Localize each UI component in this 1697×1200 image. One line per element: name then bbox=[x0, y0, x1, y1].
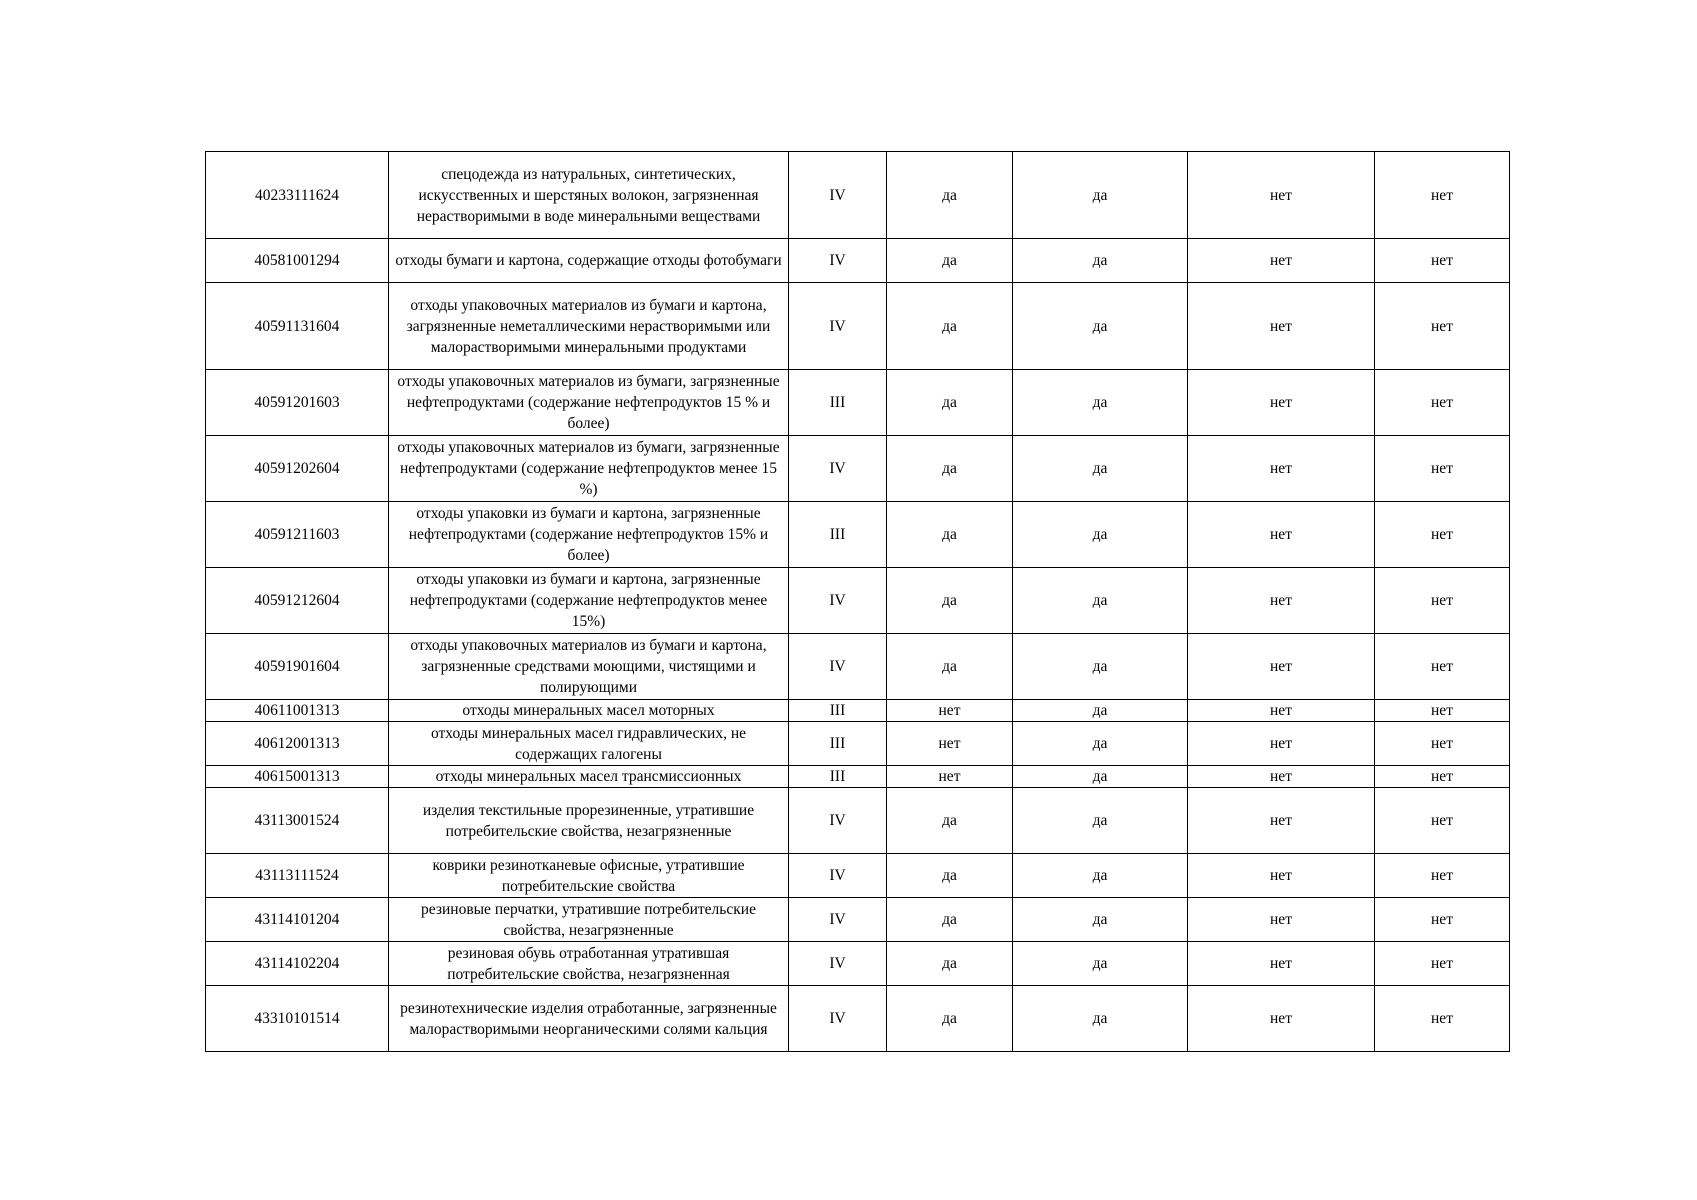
flag-cell-7: нет bbox=[1375, 283, 1510, 370]
flag-cell-5: да bbox=[1013, 898, 1188, 942]
flag-cell-6: нет bbox=[1188, 700, 1375, 722]
flag-cell-6: нет bbox=[1188, 283, 1375, 370]
flag-cell-7: нет bbox=[1375, 568, 1510, 634]
table-row bbox=[206, 436, 1510, 502]
waste-name-cell: резинотехнические изделия отработанные, загрязненные малорастворимыми неорганическими солями кальция bbox=[389, 986, 789, 1052]
table-row bbox=[206, 634, 1510, 700]
waste-name-cell: отходы минеральных масел гидравлических, не содержащих галогены bbox=[389, 722, 789, 766]
waste-name-cell: отходы упаковочных материалов из бумаги, загрязненные нефтепродуктами (содержание нефтепродуктов 15 % и более) bbox=[389, 370, 789, 436]
waste-code-cell: 40591202604 bbox=[206, 436, 389, 502]
flag-cell-4: да bbox=[887, 370, 1013, 436]
table-row bbox=[206, 152, 1510, 239]
waste-code-cell: 40591211603 bbox=[206, 502, 389, 568]
waste-code-cell: 40581001294 bbox=[206, 239, 389, 283]
table-row bbox=[206, 942, 1510, 986]
flag-cell-7: нет bbox=[1375, 502, 1510, 568]
waste-name-cell: резиновые перчатки, утратившие потребительские свойства, незагрязненные bbox=[389, 898, 789, 942]
table-row bbox=[206, 700, 1510, 722]
flag-cell-5: да bbox=[1013, 152, 1188, 239]
flag-cell-5: да bbox=[1013, 986, 1188, 1052]
hazard-class-cell: III bbox=[789, 766, 887, 788]
waste-name-cell: отходы минеральных масел трансмиссионных bbox=[389, 766, 789, 788]
flag-cell-6: нет bbox=[1188, 436, 1375, 502]
waste-code-cell: 43114101204 bbox=[206, 898, 389, 942]
flag-cell-7: нет bbox=[1375, 700, 1510, 722]
waste-code-cell: 40591901604 bbox=[206, 634, 389, 700]
waste-name-cell: отходы упаковочных материалов из бумаги и картона, загрязненные средствами моющими, чистящими и полирующими bbox=[389, 634, 789, 700]
flag-cell-5: да bbox=[1013, 700, 1188, 722]
table-row bbox=[206, 568, 1510, 634]
flag-cell-6: нет bbox=[1188, 152, 1375, 239]
waste-table bbox=[205, 151, 1510, 1052]
hazard-class-cell: IV bbox=[789, 986, 887, 1052]
hazard-class-cell: IV bbox=[789, 634, 887, 700]
hazard-class-cell: III bbox=[789, 722, 887, 766]
hazard-class-cell: IV bbox=[789, 568, 887, 634]
waste-code-cell: 40591212604 bbox=[206, 568, 389, 634]
flag-cell-5: да bbox=[1013, 942, 1188, 986]
flag-cell-4: да bbox=[887, 283, 1013, 370]
waste-code-cell: 43113001524 bbox=[206, 788, 389, 854]
waste-name-cell: резиновая обувь отработанная утратившая потребительские свойства, незагрязненная bbox=[389, 942, 789, 986]
flag-cell-5: да bbox=[1013, 370, 1188, 436]
flag-cell-7: нет bbox=[1375, 239, 1510, 283]
flag-cell-4: да bbox=[887, 986, 1013, 1052]
flag-cell-7: нет bbox=[1375, 370, 1510, 436]
flag-cell-5: да bbox=[1013, 766, 1188, 788]
hazard-class-cell: IV bbox=[789, 788, 887, 854]
flag-cell-4: нет bbox=[887, 766, 1013, 788]
flag-cell-7: нет bbox=[1375, 942, 1510, 986]
table-row bbox=[206, 370, 1510, 436]
waste-name-cell: коврики резинотканевые офисные, утратившие потребительские свойства bbox=[389, 854, 789, 898]
flag-cell-6: нет bbox=[1188, 788, 1375, 854]
hazard-class-cell: IV bbox=[789, 239, 887, 283]
hazard-class-cell: IV bbox=[789, 283, 887, 370]
waste-name-cell: спецодежда из натуральных, синтетических, искусственных и шерстяных волокон, загрязненная нерастворимыми в воде минеральными веществами bbox=[389, 152, 789, 239]
waste-name-cell: отходы минеральных масел моторных bbox=[389, 700, 789, 722]
hazard-class-cell: III bbox=[789, 370, 887, 436]
flag-cell-5: да bbox=[1013, 854, 1188, 898]
table-row bbox=[206, 766, 1510, 788]
flag-cell-4: нет bbox=[887, 722, 1013, 766]
flag-cell-6: нет bbox=[1188, 239, 1375, 283]
flag-cell-6: нет bbox=[1188, 942, 1375, 986]
table-row bbox=[206, 283, 1510, 370]
flag-cell-6: нет bbox=[1188, 898, 1375, 942]
table-row bbox=[206, 854, 1510, 898]
flag-cell-6: нет bbox=[1188, 370, 1375, 436]
waste-name-cell: отходы упаковочных материалов из бумаги и картона, загрязненные неметаллическими нерастворимыми или малорастворимыми минеральными продуктами bbox=[389, 283, 789, 370]
flag-cell-7: нет bbox=[1375, 766, 1510, 788]
flag-cell-6: нет bbox=[1188, 722, 1375, 766]
flag-cell-5: да bbox=[1013, 634, 1188, 700]
table-row bbox=[206, 788, 1510, 854]
flag-cell-6: нет bbox=[1188, 568, 1375, 634]
flag-cell-4: да bbox=[887, 568, 1013, 634]
waste-code-cell: 40615001313 bbox=[206, 766, 389, 788]
flag-cell-5: да bbox=[1013, 502, 1188, 568]
flag-cell-7: нет bbox=[1375, 986, 1510, 1052]
hazard-class-cell: IV bbox=[789, 854, 887, 898]
table-row bbox=[206, 239, 1510, 283]
waste-code-cell: 43113111524 bbox=[206, 854, 389, 898]
flag-cell-7: нет bbox=[1375, 436, 1510, 502]
waste-code-cell: 40612001313 bbox=[206, 722, 389, 766]
flag-cell-4: да bbox=[887, 152, 1013, 239]
flag-cell-4: да bbox=[887, 854, 1013, 898]
waste-code-cell: 40591201603 bbox=[206, 370, 389, 436]
flag-cell-4: да bbox=[887, 788, 1013, 854]
flag-cell-7: нет bbox=[1375, 634, 1510, 700]
waste-code-cell: 40233111624 bbox=[206, 152, 389, 239]
waste-code-cell: 40591131604 bbox=[206, 283, 389, 370]
flag-cell-6: нет bbox=[1188, 986, 1375, 1052]
waste-name-cell: отходы упаковки из бумаги и картона, загрязненные нефтепродуктами (содержание нефтепродуктов 15% и более) bbox=[389, 502, 789, 568]
flag-cell-4: да bbox=[887, 634, 1013, 700]
flag-cell-4: да bbox=[887, 436, 1013, 502]
hazard-class-cell: IV bbox=[789, 942, 887, 986]
flag-cell-5: да bbox=[1013, 283, 1188, 370]
hazard-class-cell: IV bbox=[789, 436, 887, 502]
flag-cell-5: да bbox=[1013, 239, 1188, 283]
flag-cell-4: да bbox=[887, 942, 1013, 986]
flag-cell-6: нет bbox=[1188, 854, 1375, 898]
waste-name-cell: изделия текстильные прорезиненные, утратившие потребительские свойства, незагрязненные bbox=[389, 788, 789, 854]
flag-cell-4: нет bbox=[887, 700, 1013, 722]
hazard-class-cell: IV bbox=[789, 152, 887, 239]
flag-cell-5: да bbox=[1013, 568, 1188, 634]
table-row bbox=[206, 722, 1510, 766]
hazard-class-cell: IV bbox=[789, 898, 887, 942]
flag-cell-6: нет bbox=[1188, 634, 1375, 700]
waste-code-cell: 43310101514 bbox=[206, 986, 389, 1052]
flag-cell-5: да bbox=[1013, 436, 1188, 502]
flag-cell-7: нет bbox=[1375, 788, 1510, 854]
table-row bbox=[206, 986, 1510, 1052]
waste-table-body bbox=[206, 152, 1510, 1052]
flag-cell-4: да bbox=[887, 502, 1013, 568]
flag-cell-4: да bbox=[887, 898, 1013, 942]
flag-cell-7: нет bbox=[1375, 722, 1510, 766]
waste-name-cell: отходы бумаги и картона, содержащие отходы фотобумаги bbox=[389, 239, 789, 283]
waste-name-cell: отходы упаковки из бумаги и картона, загрязненные нефтепродуктами (содержание нефтепродуктов менее 15%) bbox=[389, 568, 789, 634]
flag-cell-6: нет bbox=[1188, 502, 1375, 568]
waste-code-cell: 43114102204 bbox=[206, 942, 389, 986]
flag-cell-6: нет bbox=[1188, 766, 1375, 788]
flag-cell-7: нет bbox=[1375, 898, 1510, 942]
flag-cell-7: нет bbox=[1375, 152, 1510, 239]
flag-cell-7: нет bbox=[1375, 854, 1510, 898]
waste-code-cell: 40611001313 bbox=[206, 700, 389, 722]
flag-cell-5: да bbox=[1013, 722, 1188, 766]
hazard-class-cell: III bbox=[789, 502, 887, 568]
hazard-class-cell: III bbox=[789, 700, 887, 722]
table-row bbox=[206, 898, 1510, 942]
flag-cell-4: да bbox=[887, 239, 1013, 283]
waste-name-cell: отходы упаковочных материалов из бумаги, загрязненные нефтепродуктами (содержание нефтепродуктов менее 15 %) bbox=[389, 436, 789, 502]
flag-cell-5: да bbox=[1013, 788, 1188, 854]
table-row bbox=[206, 502, 1510, 568]
